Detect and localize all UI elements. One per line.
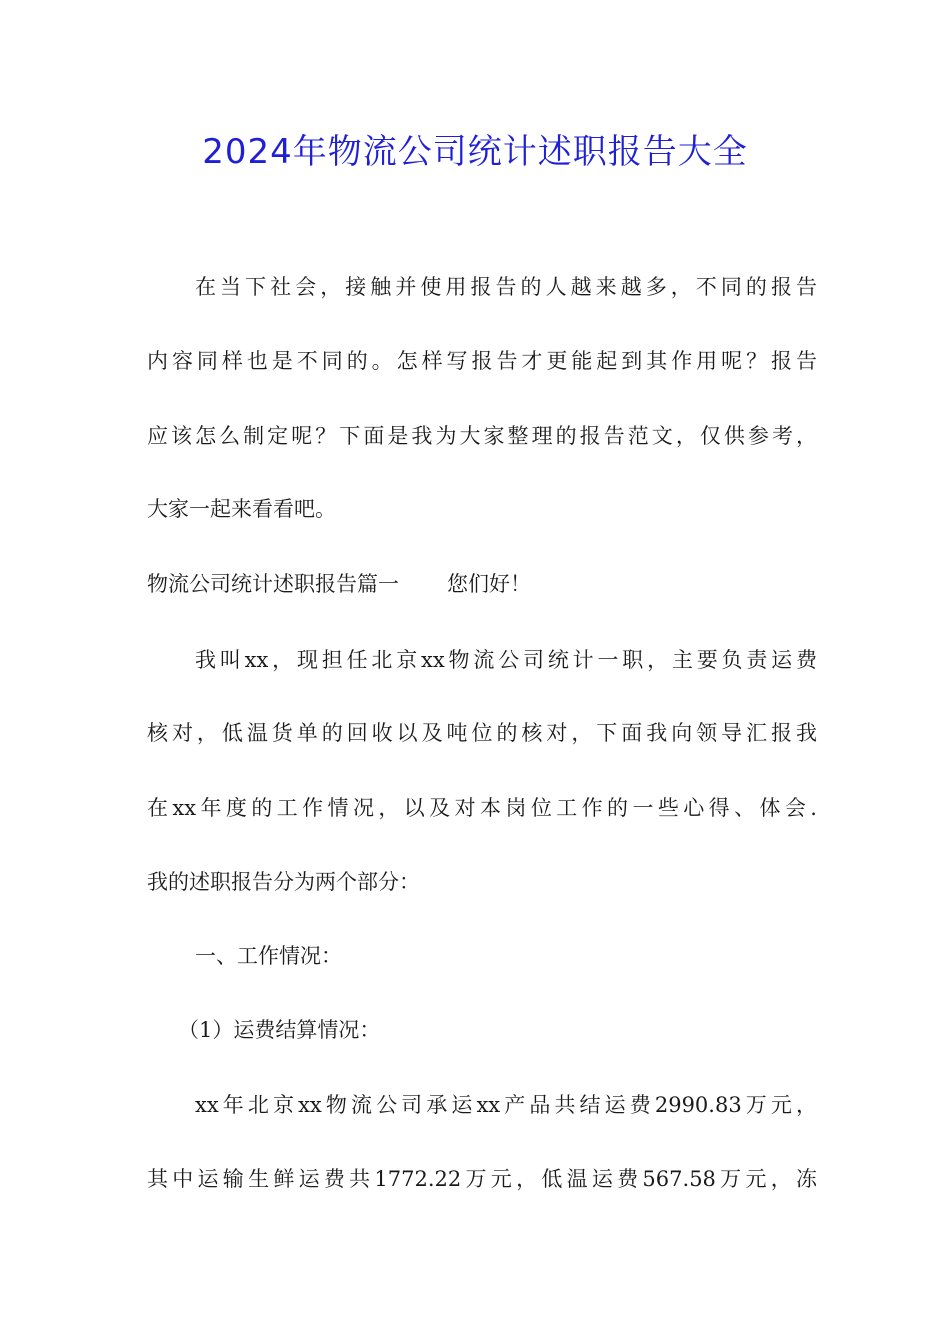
paragraph-line: 大家一起来看看吧。 [147, 497, 336, 521]
paragraph-line: 核对，低温货单的回收以及吨位的核对，下面我向领导汇报我 [147, 721, 817, 745]
section-heading: 物流公司统计述职报告篇一 [147, 572, 399, 596]
paragraph-line: 其中运输生鲜运费共1772.22万元，低温运费567.58万元，冻 [147, 1167, 817, 1191]
paragraph-line: 我的述职报告分为两个部分： [147, 870, 420, 894]
paragraph-line: 应该怎么制定呢？下面是我为大家整理的报告范文，仅供参考， [147, 424, 817, 448]
paragraph-line: 在当下社会，接触并使用报告的人越来越多，不同的报告 [195, 275, 817, 299]
paragraph-line: 内容同样也是不同的。怎样写报告才更能起到其作用呢？报告 [147, 349, 817, 373]
paragraph-line: xx年北京xx物流公司承运xx产品共结运费2990.83万元， [195, 1093, 817, 1117]
document-title: 2024年物流公司统计述职报告大全 [202, 132, 748, 172]
subheading: 一、工作情况： [195, 944, 342, 968]
subheading: （1）运费结算情况： [178, 1018, 381, 1042]
paragraph-line: 我叫xx，现担任北京xx物流公司统计一职，主要负责运费 [195, 648, 817, 672]
greeting: 您们好！ [447, 572, 531, 596]
section-heading-line [147, 569, 817, 599]
paragraph-line: 在xx年度的工作情况，以及对本岗位工作的一些心得、体会. [147, 796, 817, 820]
